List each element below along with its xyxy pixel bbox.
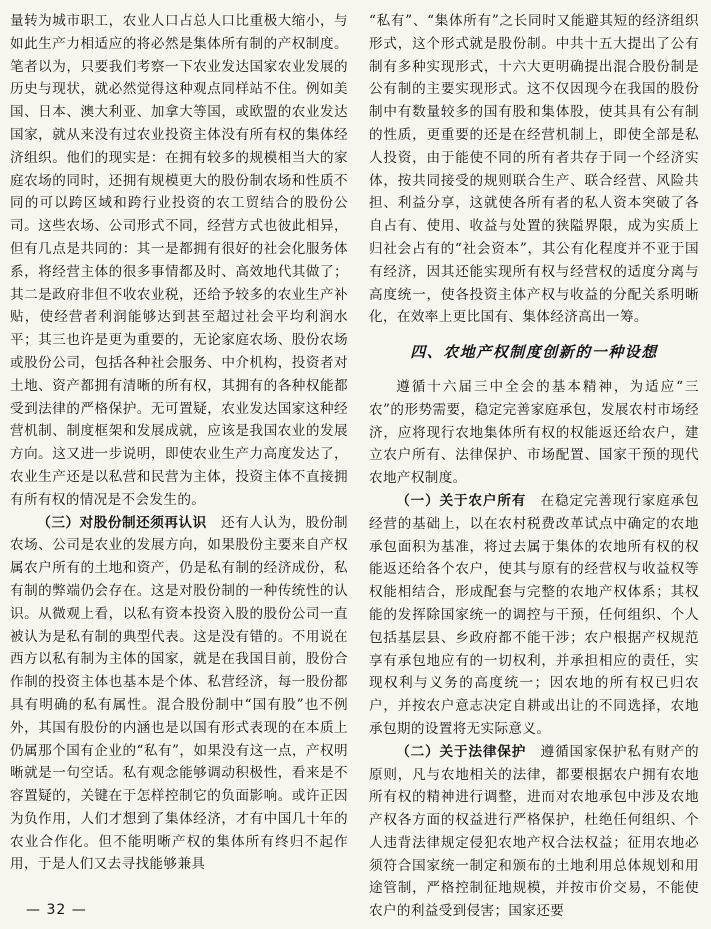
subsection-title: （二）关于法律保护 [396, 743, 527, 760]
body-paragraph [369, 490, 699, 741]
subsection-body: 遵循国家保护私有财产的原则，凡与农地相关的法律，都要根据农户拥有农地所有权的精神进行调整，进而对农地承包中涉及农地产权各方面的权益进行严格保护，杜绝任何组织、个人违背法律规定侵犯农地产权合法权益；征用农地必须符合国家统一制定和颁布的土地利用总体规划和用途管制，严格控制征地规模，并按市价交易，不能使农户的利益受到侵害；国家还要 [369, 743, 699, 920]
section-heading: 四、农地产权制度创新的一种设想 [410, 343, 658, 362]
right-column [369, 10, 699, 923]
page-number: — 32 — [26, 902, 87, 918]
body-paragraph [10, 512, 348, 877]
subsection-body: 还有人认为，股份制农场、公司是农业的发展方向，如果股份主要来自产权属农户所有的土地和资产，仍是私有制的经济成份，私有制的弊端仍会存在。这是对股份制的一种传统性的认识。从微观上看，以私有资本投资入股的股份公司一直被认为是私有制的典型代表。这是没有错的。不用说在西方以私有制为主体的国家，就是在我国目前，股份合作制的投资主体也基本是个体、私营经济，每一股份都具有明确的私有属性。混合股份制中“国有股”也不例外，其国有股份的内涵也是以国有形式表现的在本质上仍属那个国有企业的“私有”，如果没有这一点，产权明晰就是一句空话。私有观念能够调动积极性，看来是不容置疑的，关键在于怎样控制它的负面影响。或许正因为负作用，人们才想到了集体经济，才有中国几十年的农业合作化。但不能明晰产权的集体所有终归不起作用，于是人们又去寻找能够兼具 [10, 514, 348, 873]
body-paragraph: “私有”、“集体所有”之长同时又能避其短的经济组织形式，这个形式就是股份制。中共十五大提出了公有制有多种实现形式，十六大更明确提出混合股份制是公有制的主要实现形式。这不仅因现今在我国的股份制中有数量较多的国有股和集体股，使其具有公有制的性质，更重要的还是在经营机制上，即使全部是私人投资，由于能使不同的所有者共存于同一个经济实体，按共同接受的规则联合生产、联合经营、风险共担、利益分享，这就使各所有者的私人资本突破了各自占有、使用、收益与处置的狭隘界限，成为实质上归社会占有的“社会资本”，其公有化程度并不亚于国有经济，因其还能实现所有权与经营权的适度分离与高度统一，使各投资主体产权与收益的分配关系明晰化，在效率上更比国有、集体经济高出一筹。 [369, 13, 699, 326]
body-paragraph [369, 741, 699, 923]
subsection-body: 在稳定完善现行家庭承包经营的基础上，以在农村税费改革试点中确定的农地承包面积为基准，将过去属于集体的农地所有权的权能返还给各个农户，使其与原有的经营权与收益权等权能相结合，形成配套与完整的农地产权体系；其权能的发挥除国家统一的调控与干预，任何组织、个人包括基层县、乡政府都不能干涉；农户根据产权规范享有承包地应有的一切权利，并承担相应的责任，实现权利与义务的高度统一；因农地的所有权已归农户，并按农户意志决定自耕或出让的不同选择，农地承包期的设置将无实际意义。 [369, 492, 699, 737]
body-paragraph: 遵循十六届三中全会的基本精神，为适应“三农”的形势需要，稳定完善家庭承包，发展农村市场经济，应将现行农地集体所有权的权能返还给农户，建立农户所有、法律保护、市场配置、国家干预的现代农地产权制度。 [369, 378, 699, 487]
subsection-title: （一）关于农户所有 [396, 492, 527, 509]
subsection-title: （三）对股份制还须再认识 [37, 514, 207, 531]
body-paragraph: 量转为城市职工，农业人口占总人口比重极大缩小，与如此生产力相适应的将必然是集体所有制的产权制度。笔者以为，只要我们考察一下农业发达国家农业发展的历史与现状，就必然觉得这种观点同样站不住。例如美国、日本、澳大利亚、加拿大等国，或欧盟的农业发达国家，就从来没有过农业投资主体没有所有权的集体经济组织。他们的现实是：在拥有较多的规模相当大的家庭农场的同时，还拥有规模更大的股份制农场和性质不同的可以跨区域和跨行业投资的农工贸结合的股份公司。这些农场、公司形式不同，经营方式也彼此相异，但有几点是共同的：其一是都拥有很好的社会化服务体系，将经营主体的很多事情都及时、高效地代其做了；其二是政府非但不收农业税，还给予较多的农业生产补贴，使经营者利润能够达到甚至超过社会平均利润水平；其三也许是更为重要的，无论家庭农场、股份农场或股份公司，包括各种社会服务、中介机构，投资者对土地、资产都拥有清晰的所有权，其拥有的各种权能都受到法律的严格保护。无可置疑，农业发达国家这种经营机制、制度框架和发展成就，应该是我国农业的发展方向。这又进一步说明，即使农业生产力高度发达了，农业生产还是以私营和民营为主体，投资主体不直接拥有所有权的情况是不会发生的。 [10, 13, 348, 508]
left-column [10, 10, 348, 876]
